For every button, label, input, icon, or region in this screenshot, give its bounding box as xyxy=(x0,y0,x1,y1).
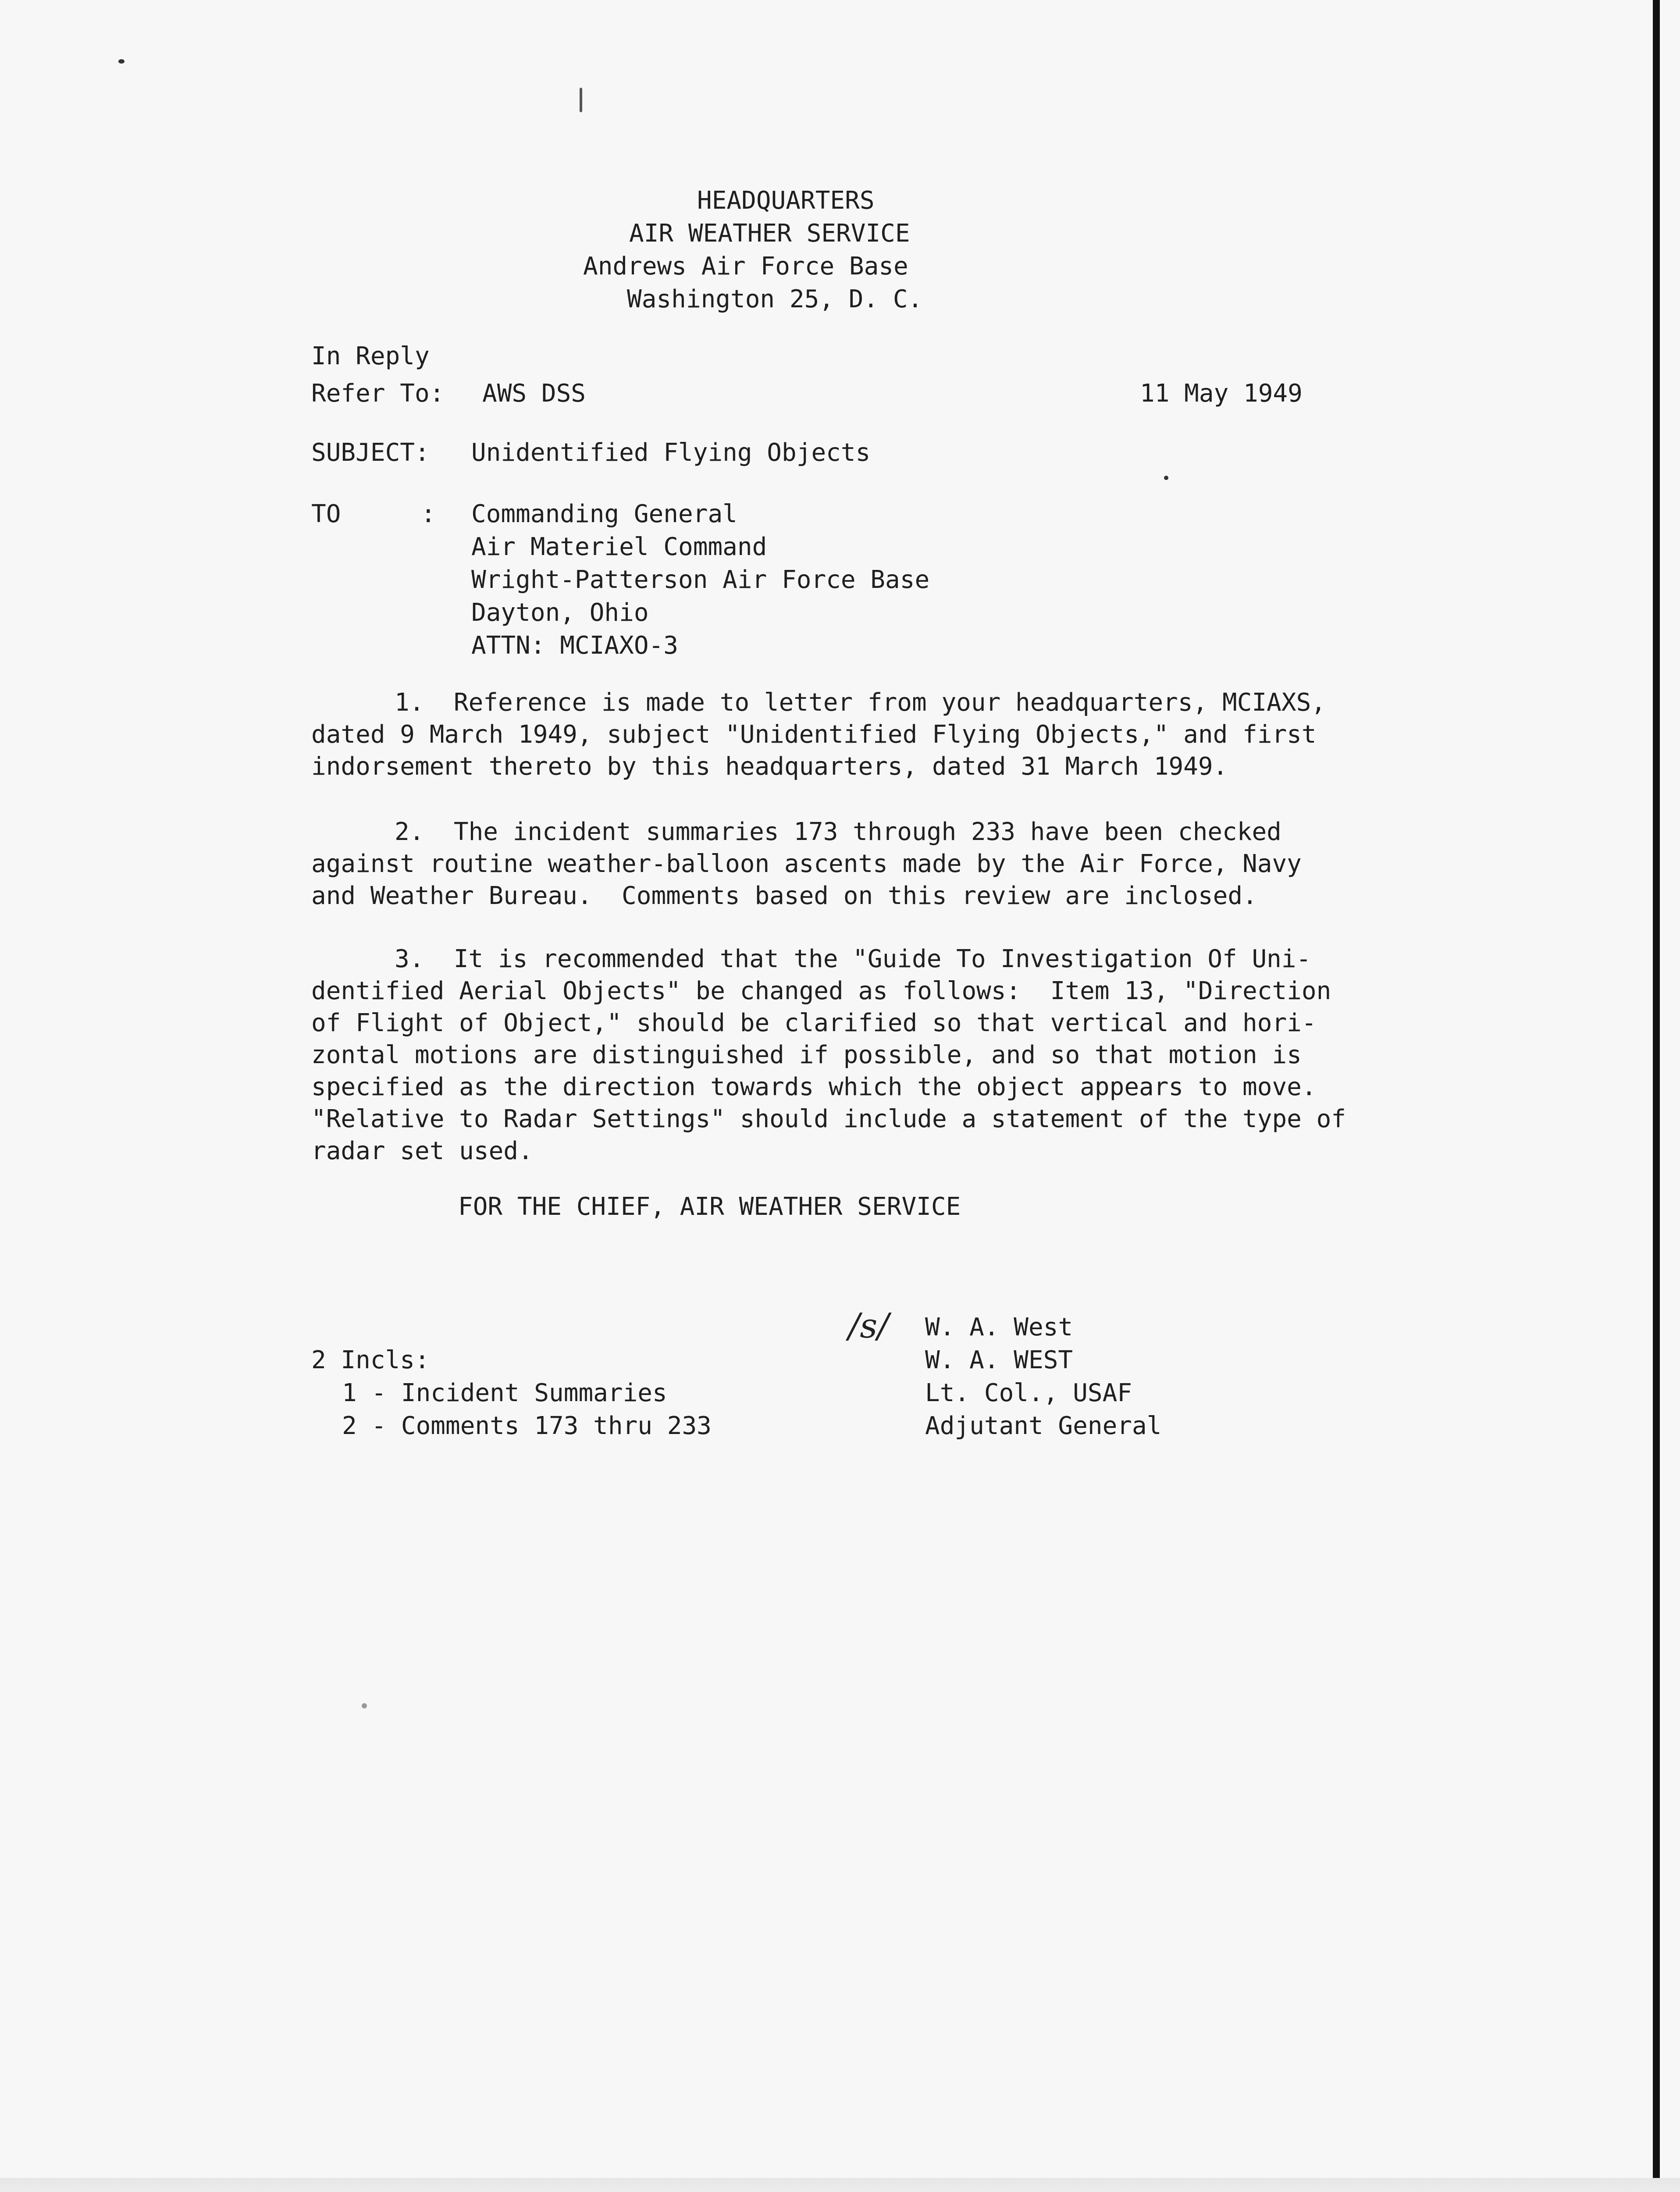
paragraph-3-line: zontal motions are distinguished if possible, and so that motion is xyxy=(311,1041,1302,1069)
paragraph-3-line: 3. It is recommended that the "Guide To Investigation Of Uni- xyxy=(395,945,1311,973)
scan-speck xyxy=(580,88,582,112)
letterhead-line-1: HEADQUARTERS xyxy=(697,186,875,215)
paragraph-2-line: against routine weather-balloon ascents made by the Air Force, Navy xyxy=(311,850,1302,878)
letterhead-line-2: AIR WEATHER SERVICE xyxy=(629,219,910,248)
letter-date: 11 May 1949 xyxy=(1140,379,1303,408)
scan-speck xyxy=(118,59,125,64)
closing-line: FOR THE CHIEF, AIR WEATHER SERVICE xyxy=(458,1192,961,1221)
refer-to-label: Refer To: xyxy=(311,379,445,408)
signature-line: W. A. West xyxy=(925,1313,1073,1342)
in-reply-label: In Reply xyxy=(311,342,430,370)
signature-mark: /s/ xyxy=(848,1306,889,1346)
subject-text: Unidentified Flying Objects xyxy=(471,438,871,467)
paragraph-3-line: "Relative to Radar Settings" should include a statement of the type of xyxy=(311,1105,1346,1133)
addressee-line: Commanding General xyxy=(471,500,737,528)
addressee-line: Dayton, Ohio xyxy=(471,598,649,627)
refer-to-code: AWS DSS xyxy=(482,379,586,408)
signature-line: W. A. WEST xyxy=(925,1346,1073,1374)
letterhead-line-4: Washington 25, D. C. xyxy=(627,285,923,313)
letterhead-line-3: Andrews Air Force Base xyxy=(583,252,908,281)
paragraph-1-line: indorsement thereto by this headquarters, dated 31 March 1949. xyxy=(311,752,1228,781)
inclosures-label: 2 Incls: xyxy=(311,1346,430,1374)
paragraph-3-line: dentified Aerial Objects" be changed as follows: Item 13, "Direction xyxy=(311,977,1331,1005)
to-colon: : xyxy=(421,500,436,528)
paragraph-1-line: dated 9 March 1949, subject "Unidentified Flying Objects," and first xyxy=(311,720,1317,749)
subject-label: SUBJECT: xyxy=(311,438,430,467)
paragraph-2-line: 2. The incident summaries 173 through 233 have been checked xyxy=(395,818,1281,846)
scan-speck xyxy=(1164,476,1168,480)
paragraph-3-line: radar set used. xyxy=(311,1137,533,1165)
addressee-line: ATTN: MCIAXO-3 xyxy=(471,631,679,660)
signature-line: Adjutant General xyxy=(925,1412,1162,1440)
inclosure-item: 1 - Incident Summaries xyxy=(342,1379,667,1407)
to-label: TO xyxy=(311,500,341,528)
paragraph-3-line: of Flight of Object," should be clarified so that vertical and hori- xyxy=(311,1009,1317,1037)
signature-line: Lt. Col., USAF xyxy=(925,1379,1132,1407)
scan-bottom-edge xyxy=(0,2178,1680,2192)
inclosure-item: 2 - Comments 173 thru 233 xyxy=(342,1412,712,1440)
scan-frame-edge xyxy=(1653,0,1660,2192)
paragraph-3-line: specified as the direction towards which the object appears to move. xyxy=(311,1073,1317,1101)
addressee-line: Wright-Patterson Air Force Base xyxy=(471,566,930,594)
paragraph-1-line: 1. Reference is made to letter from your headquarters, MCIAXS, xyxy=(395,688,1326,717)
addressee-line: Air Materiel Command xyxy=(471,533,767,561)
scan-speck xyxy=(362,1703,367,1708)
paragraph-2-line: and Weather Bureau. Comments based on this review are inclosed. xyxy=(311,882,1257,910)
